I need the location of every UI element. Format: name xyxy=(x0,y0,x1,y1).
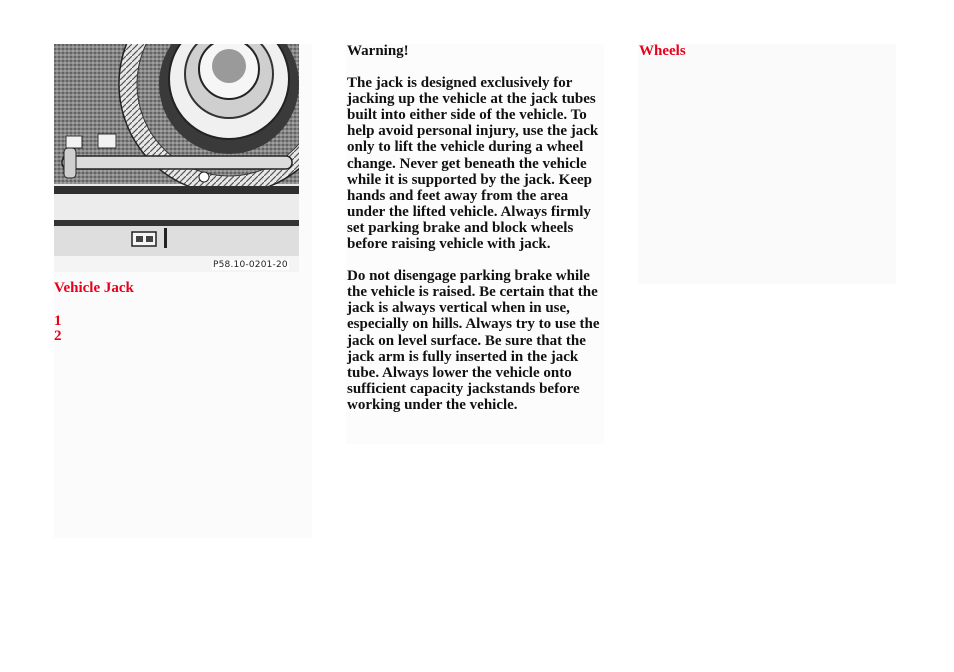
warning-paragraph-1: The jack is designed exclusively for jacking up the vehicle at the jack tubes built into either side of the vehicle. To help avoid personal injury, use the jack only to lift the vehicle during a wheel change. Never get beneath the vehicle while it is supported by the jack. Keep hands and feet away from the area under the lifted vehicle. Always firmly set parking brake and block wheels before raising vehicle with jack. xyxy=(347,75,599,253)
vehicle-jack-illustration xyxy=(54,44,299,272)
vehicle-jack-heading: Vehicle Jack xyxy=(54,280,134,296)
callout-1: 1 xyxy=(54,313,62,329)
warning-title: Warning! xyxy=(347,43,409,59)
right-column xyxy=(638,44,896,284)
callout-list xyxy=(54,314,62,344)
warning-block xyxy=(347,43,605,429)
warning-paragraph-2: Do not disengage parking brake while the vehicle is raised. Be certain that the jack is always vertical when in use, especially on hills. Always try to use the jack on level surface. Be sure that the jack arm is fully inserted in the jack tube. Always lower the vehicle onto sufficient capacity jackstands before working under the vehicle. xyxy=(347,268,600,413)
figure-code: P58.10-0201-20 xyxy=(213,260,288,270)
wheels-heading: Wheels xyxy=(639,43,686,59)
callout-2: 2 xyxy=(54,328,62,344)
